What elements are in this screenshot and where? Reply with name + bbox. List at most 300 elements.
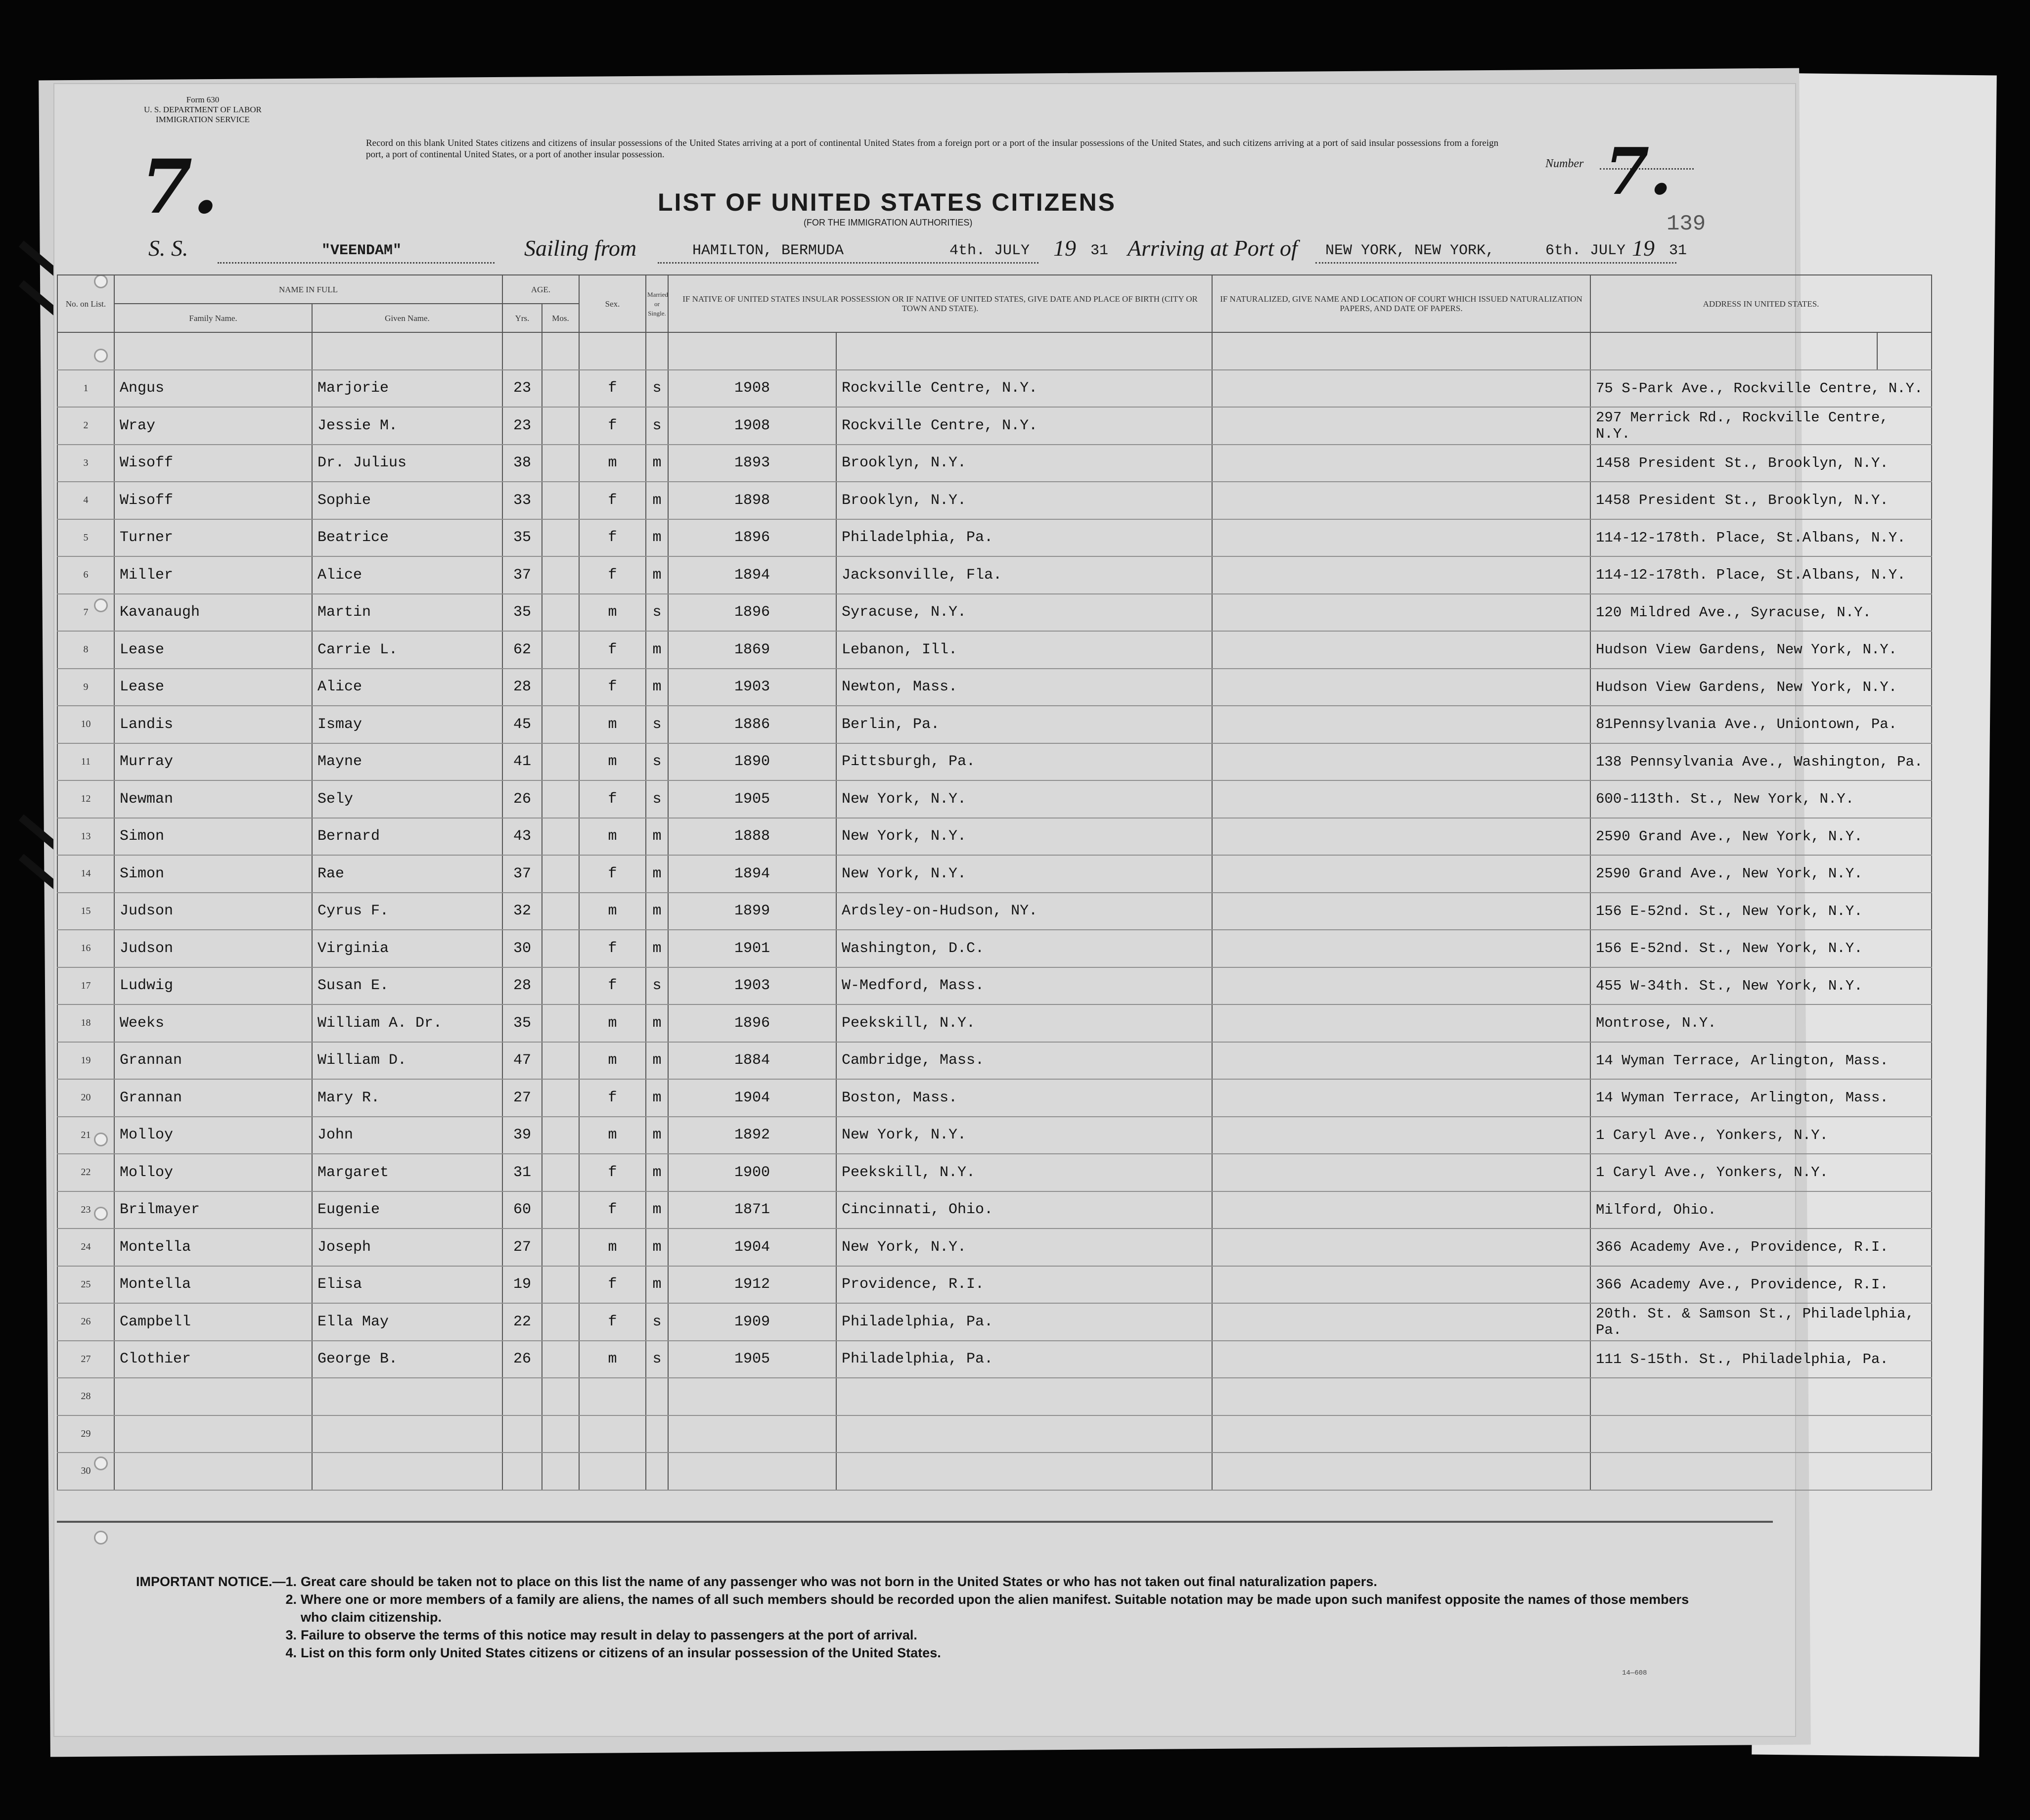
age-months-cell bbox=[542, 1453, 579, 1490]
birth-place-cell bbox=[836, 1378, 1212, 1415]
birth-place-cell: Cambridge, Mass. bbox=[836, 1042, 1212, 1080]
row-number: 5 bbox=[57, 519, 114, 557]
birth-place-cell: Newton, Mass. bbox=[836, 669, 1212, 706]
age-months-cell bbox=[542, 818, 579, 856]
service-name: IMMIGRATION SERVICE bbox=[156, 115, 250, 124]
family-name-cell: Molloy bbox=[114, 1154, 312, 1191]
address-cell: 297 Merrick Rd., Rockville Centre, N.Y. bbox=[1590, 407, 1932, 445]
family-name-cell: Turner bbox=[114, 519, 312, 557]
age-months-cell bbox=[542, 519, 579, 557]
notice-text: Failure to observe the terms of this notice may result in delay to passengers at the port of arrival. bbox=[301, 1628, 917, 1642]
age-months-cell bbox=[542, 893, 579, 930]
given-name-cell: Ella May bbox=[312, 1303, 502, 1341]
age-years-cell: 35 bbox=[502, 594, 542, 632]
sex-cell: m bbox=[579, 818, 646, 856]
birth-year-cell: 1888 bbox=[668, 818, 836, 856]
family-name-cell: Molloy bbox=[114, 1117, 312, 1154]
table-row bbox=[57, 669, 1932, 706]
address-cell bbox=[1590, 1453, 1932, 1490]
col-mos: Mos. bbox=[542, 304, 579, 332]
age-years-cell: 35 bbox=[502, 519, 542, 557]
birth-place-cell: Pittsburgh, Pa. bbox=[836, 743, 1212, 781]
address-cell bbox=[1590, 1378, 1932, 1415]
age-months-cell bbox=[542, 669, 579, 706]
row-number: 23 bbox=[57, 1191, 114, 1229]
age-months-cell bbox=[542, 631, 579, 669]
row-number: 21 bbox=[57, 1117, 114, 1154]
table-row bbox=[57, 1341, 1932, 1378]
row-number: 30 bbox=[57, 1453, 114, 1490]
age-years-cell: 62 bbox=[502, 631, 542, 669]
sex-cell bbox=[579, 1453, 646, 1490]
handwritten-mark: 7. bbox=[141, 143, 219, 230]
marital-status-cell bbox=[646, 1378, 668, 1415]
spacer-cell bbox=[312, 332, 502, 370]
row-number: 10 bbox=[57, 706, 114, 743]
ship-line bbox=[218, 262, 495, 264]
age-years-cell: 60 bbox=[502, 1191, 542, 1229]
sail-year: 31 bbox=[1090, 242, 1109, 259]
sex-cell: f bbox=[579, 1303, 646, 1341]
sex-cell bbox=[579, 1378, 646, 1415]
row-number: 19 bbox=[57, 1042, 114, 1080]
given-name-cell: Alice bbox=[312, 556, 502, 594]
marital-status-cell: m bbox=[646, 631, 668, 669]
spacer-cell bbox=[646, 332, 668, 370]
marital-status-cell: m bbox=[646, 519, 668, 557]
age-months-cell bbox=[542, 1303, 579, 1341]
given-name-cell: Cyrus F. bbox=[312, 893, 502, 930]
address-cell: Hudson View Gardens, New York, N.Y. bbox=[1590, 631, 1932, 669]
number-label: Number bbox=[1545, 157, 1584, 170]
naturalization-cell bbox=[1212, 519, 1590, 557]
naturalization-cell bbox=[1212, 1117, 1590, 1154]
naturalization-cell bbox=[1212, 1415, 1590, 1453]
age-months-cell bbox=[542, 930, 579, 967]
birth-year-cell: 1909 bbox=[668, 1303, 836, 1341]
birth-year-cell: 1896 bbox=[668, 594, 836, 632]
table-row bbox=[57, 1154, 1932, 1191]
spacer-cell bbox=[1877, 332, 1932, 370]
table-row bbox=[57, 594, 1932, 632]
birth-place-cell: Rockville Centre, N.Y. bbox=[836, 407, 1212, 445]
age-years-cell: 26 bbox=[502, 780, 542, 818]
address-cell: Hudson View Gardens, New York, N.Y. bbox=[1590, 669, 1932, 706]
age-years-cell: 38 bbox=[502, 445, 542, 482]
table-row bbox=[57, 893, 1932, 930]
naturalization-cell bbox=[1212, 1228, 1590, 1266]
marital-status-cell: s bbox=[646, 967, 668, 1005]
marital-status-cell: m bbox=[646, 818, 668, 856]
birth-year-cell: 1892 bbox=[668, 1117, 836, 1154]
row-number: 15 bbox=[57, 893, 114, 930]
birth-year-cell: 1894 bbox=[668, 855, 836, 893]
family-name-cell: Murray bbox=[114, 743, 312, 781]
sex-cell: m bbox=[579, 445, 646, 482]
ship-name: "VEENDAM" bbox=[321, 242, 402, 259]
spacer-cell bbox=[579, 332, 646, 370]
form-id bbox=[99, 95, 307, 125]
address-cell: 138 Pennsylvania Ave., Washington, Pa. bbox=[1590, 743, 1932, 781]
family-name-cell: Brilmayer bbox=[114, 1191, 312, 1229]
marital-status-cell: m bbox=[646, 1191, 668, 1229]
family-name-cell: Lease bbox=[114, 631, 312, 669]
age-months-cell bbox=[542, 1117, 579, 1154]
birth-place-cell: Peekskill, N.Y. bbox=[836, 1004, 1212, 1042]
age-months-cell bbox=[542, 780, 579, 818]
family-name-cell bbox=[114, 1453, 312, 1490]
age-years-cell: 23 bbox=[502, 370, 542, 408]
marital-status-cell: s bbox=[646, 594, 668, 632]
age-years-cell: 33 bbox=[502, 482, 542, 519]
row-number: 1 bbox=[57, 370, 114, 408]
birth-year-cell: 1904 bbox=[668, 1079, 836, 1117]
age-years-cell: 31 bbox=[502, 1154, 542, 1191]
address-cell: 14 Wyman Terrace, Arlington, Mass. bbox=[1590, 1042, 1932, 1080]
marital-status-cell: m bbox=[646, 445, 668, 482]
marital-status-cell: m bbox=[646, 930, 668, 967]
given-name-cell: Dr. Julius bbox=[312, 445, 502, 482]
age-months-cell bbox=[542, 407, 579, 445]
marital-status-cell: m bbox=[646, 893, 668, 930]
handwritten-number: 7. bbox=[1605, 134, 1672, 209]
spacer-cell bbox=[836, 332, 1212, 370]
age-years-cell: 27 bbox=[502, 1228, 542, 1266]
address-cell: 20th. St. & Samson St., Philadelphia, Pa. bbox=[1590, 1303, 1932, 1341]
sail-year-prefix: 19 bbox=[1053, 235, 1076, 261]
marital-status-cell: m bbox=[646, 1042, 668, 1080]
row-number: 25 bbox=[57, 1266, 114, 1304]
age-years-cell bbox=[502, 1415, 542, 1453]
row-number: 29 bbox=[57, 1415, 114, 1453]
sex-cell: f bbox=[579, 1266, 646, 1304]
birth-year-cell: 1908 bbox=[668, 407, 836, 445]
given-name-cell: John bbox=[312, 1117, 502, 1154]
passenger-table bbox=[57, 274, 1932, 1491]
given-name-cell: William A. Dr. bbox=[312, 1004, 502, 1042]
address-cell: 120 Mildred Ave., Syracuse, N.Y. bbox=[1590, 594, 1932, 632]
age-months-cell bbox=[542, 967, 579, 1005]
row-number: 13 bbox=[57, 818, 114, 856]
arriving-label: Arriving at Port of bbox=[1128, 235, 1298, 261]
birth-year-cell: 1884 bbox=[668, 1042, 836, 1080]
age-months-cell bbox=[542, 370, 579, 408]
sail-date: 4th. JULY bbox=[949, 242, 1030, 259]
marital-status-cell: s bbox=[646, 370, 668, 408]
birth-year-cell: 1886 bbox=[668, 706, 836, 743]
address-cell: 156 E-52nd. St., New York, N.Y. bbox=[1590, 930, 1932, 967]
notice-item-number bbox=[59, 1626, 301, 1644]
page-number: 139 bbox=[1667, 212, 1706, 236]
family-name-cell: Grannan bbox=[114, 1042, 312, 1080]
address-cell: 156 E-52nd. St., New York, N.Y. bbox=[1590, 893, 1932, 930]
given-name-cell: Beatrice bbox=[312, 519, 502, 557]
age-years-cell: 19 bbox=[502, 1266, 542, 1304]
table-row bbox=[57, 370, 1932, 408]
row-number: 6 bbox=[57, 556, 114, 594]
table-row bbox=[57, 1042, 1932, 1080]
naturalization-cell bbox=[1212, 1004, 1590, 1042]
col-married-single: Married or Single. bbox=[646, 275, 668, 332]
given-name-cell: Margaret bbox=[312, 1154, 502, 1191]
col-family-name: Family Name. bbox=[114, 304, 312, 332]
arriving-line bbox=[1315, 262, 1676, 264]
address-cell: 114-12-178th. Place, St.Albans, N.Y. bbox=[1590, 519, 1932, 557]
col-name-in-full: NAME IN FULL bbox=[114, 275, 502, 304]
sex-cell: m bbox=[579, 594, 646, 632]
marital-status-cell: m bbox=[646, 1079, 668, 1117]
age-years-cell: 41 bbox=[502, 743, 542, 781]
sex-cell: f bbox=[579, 780, 646, 818]
family-name-cell: Clothier bbox=[114, 1341, 312, 1378]
birth-place-cell: Philadelphia, Pa. bbox=[836, 1303, 1212, 1341]
sex-cell: m bbox=[579, 1228, 646, 1266]
table-row bbox=[57, 1378, 1932, 1415]
table-row bbox=[57, 1266, 1932, 1304]
address-cell bbox=[1590, 1415, 1932, 1453]
age-months-cell bbox=[542, 556, 579, 594]
birth-year-cell: 1893 bbox=[668, 445, 836, 482]
marital-status-cell: m bbox=[646, 1117, 668, 1154]
table-row bbox=[57, 1079, 1932, 1117]
age-years-cell: 35 bbox=[502, 1004, 542, 1042]
address-cell: 2590 Grand Ave., New York, N.Y. bbox=[1590, 855, 1932, 893]
birth-year-cell: 1890 bbox=[668, 743, 836, 781]
age-months-cell bbox=[542, 1341, 579, 1378]
sex-cell: f bbox=[579, 855, 646, 893]
address-cell: 1 Caryl Ave., Yonkers, N.Y. bbox=[1590, 1117, 1932, 1154]
age-months-cell bbox=[542, 706, 579, 743]
naturalization-cell bbox=[1212, 370, 1590, 408]
birth-place-cell: Washington, D.C. bbox=[836, 930, 1212, 967]
naturalization-cell bbox=[1212, 930, 1590, 967]
marital-status-cell bbox=[646, 1415, 668, 1453]
department-name: U. S. DEPARTMENT OF LABOR bbox=[144, 105, 262, 114]
age-months-cell bbox=[542, 1378, 579, 1415]
family-name-cell: Simon bbox=[114, 818, 312, 856]
table-row bbox=[57, 519, 1932, 557]
table-bottom-rule bbox=[57, 1521, 1773, 1523]
age-years-cell bbox=[502, 1453, 542, 1490]
arrival-date: 6th. JULY bbox=[1545, 242, 1626, 259]
address-cell: 1 Caryl Ave., Yonkers, N.Y. bbox=[1590, 1154, 1932, 1191]
naturalization-cell bbox=[1212, 1154, 1590, 1191]
table-row bbox=[57, 967, 1932, 1005]
table-row bbox=[57, 818, 1932, 856]
row-number: 26 bbox=[57, 1303, 114, 1341]
birth-place-cell: New York, N.Y. bbox=[836, 1117, 1212, 1154]
naturalization-cell bbox=[1212, 482, 1590, 519]
given-name-cell: Sely bbox=[312, 780, 502, 818]
birth-place-cell: Ardsley-on-Hudson, NY. bbox=[836, 893, 1212, 930]
marital-status-cell: s bbox=[646, 1341, 668, 1378]
notice-number: 4. bbox=[285, 1645, 297, 1660]
marital-status-cell: s bbox=[646, 780, 668, 818]
notice-item-number bbox=[59, 1644, 301, 1662]
family-name-cell: Montella bbox=[114, 1228, 312, 1266]
marital-status-cell: s bbox=[646, 407, 668, 445]
given-name-cell: Marjorie bbox=[312, 370, 502, 408]
marital-status-cell: m bbox=[646, 1004, 668, 1042]
naturalization-cell bbox=[1212, 1341, 1590, 1378]
sex-cell: f bbox=[579, 482, 646, 519]
birth-year-cell: 1899 bbox=[668, 893, 836, 930]
row-number: 28 bbox=[57, 1378, 114, 1415]
birth-place-cell: Philadelphia, Pa. bbox=[836, 1341, 1212, 1378]
sailing-line bbox=[658, 262, 1038, 264]
col-age: AGE. bbox=[502, 275, 579, 304]
birth-year-cell: 1912 bbox=[668, 1266, 836, 1304]
ss-label: S. S. bbox=[148, 235, 188, 261]
birth-year-cell: 1901 bbox=[668, 930, 836, 967]
birth-place-cell: Cincinnati, Ohio. bbox=[836, 1191, 1212, 1229]
age-years-cell: 23 bbox=[502, 407, 542, 445]
table-row bbox=[57, 1453, 1932, 1490]
given-name-cell: Ismay bbox=[312, 706, 502, 743]
table-row bbox=[57, 631, 1932, 669]
family-name-cell bbox=[114, 1378, 312, 1415]
row-number: 7 bbox=[57, 594, 114, 632]
given-name-cell: George B. bbox=[312, 1341, 502, 1378]
naturalization-cell bbox=[1212, 407, 1590, 445]
age-months-cell bbox=[542, 1004, 579, 1042]
arrival-year: 31 bbox=[1669, 242, 1687, 259]
notice-number: 1. bbox=[285, 1574, 297, 1589]
table-row bbox=[57, 407, 1932, 445]
naturalization-cell bbox=[1212, 631, 1590, 669]
given-name-cell: Mary R. bbox=[312, 1079, 502, 1117]
table-row bbox=[57, 1303, 1932, 1341]
notice-number: 3. bbox=[285, 1628, 297, 1642]
sex-cell: f bbox=[579, 370, 646, 408]
marital-status-cell: s bbox=[646, 743, 668, 781]
table-row bbox=[57, 1228, 1932, 1266]
naturalization-cell bbox=[1212, 967, 1590, 1005]
age-months-cell bbox=[542, 1154, 579, 1191]
row-number: 11 bbox=[57, 743, 114, 781]
age-years-cell: 32 bbox=[502, 893, 542, 930]
spacer-cell bbox=[542, 332, 579, 370]
row-number: 27 bbox=[57, 1341, 114, 1378]
sex-cell: f bbox=[579, 669, 646, 706]
family-name-cell: Campbell bbox=[114, 1303, 312, 1341]
row-number: 12 bbox=[57, 780, 114, 818]
naturalization-cell bbox=[1212, 1378, 1590, 1415]
birth-year-cell: 1904 bbox=[668, 1228, 836, 1266]
birth-year-cell: 1905 bbox=[668, 1341, 836, 1378]
marital-status-cell: s bbox=[646, 706, 668, 743]
birth-year-cell: 1896 bbox=[668, 1004, 836, 1042]
record-instructions: Record on this blank United States citizens and citizens of insular possessions of the United States arriving at a port of continental United States from a foreign port or a port of the insular possessions of the United States, and such citizens arriving at a port of said insular possessions from a foreign port, a port of continental United States, or a port of another insular possession. bbox=[366, 138, 1498, 160]
family-name-cell: Newman bbox=[114, 780, 312, 818]
birth-year-cell: 1905 bbox=[668, 780, 836, 818]
given-name-cell: Susan E. bbox=[312, 967, 502, 1005]
age-months-cell bbox=[542, 743, 579, 781]
row-number: 20 bbox=[57, 1079, 114, 1117]
from-port: HAMILTON, BERMUDA bbox=[692, 242, 844, 259]
age-months-cell bbox=[542, 1191, 579, 1229]
birth-year-cell: 1871 bbox=[668, 1191, 836, 1229]
age-years-cell: 37 bbox=[502, 556, 542, 594]
spacer-cell bbox=[57, 332, 114, 370]
age-years-cell: 37 bbox=[502, 855, 542, 893]
row-number: 4 bbox=[57, 482, 114, 519]
birth-year-cell: 1896 bbox=[668, 519, 836, 557]
notice-lead: IMPORTANT NOTICE.— bbox=[135, 1574, 286, 1589]
notice-text: Where one or more members of a family are aliens, the names of all such members should be recorded upon the alien manifest. Suitable notation may be made upon such manifest opposite the names of those members who claim citizenship. bbox=[301, 1592, 1689, 1625]
row-number: 16 bbox=[57, 930, 114, 967]
age-months-cell bbox=[542, 594, 579, 632]
age-months-cell bbox=[542, 1042, 579, 1080]
birth-place-cell: Providence, R.I. bbox=[836, 1266, 1212, 1304]
birth-year-cell: 1900 bbox=[668, 1154, 836, 1191]
given-name-cell: Alice bbox=[312, 669, 502, 706]
birth-place-cell: Brooklyn, N.Y. bbox=[836, 445, 1212, 482]
age-months-cell bbox=[542, 1415, 579, 1453]
family-name-cell: Kavanaugh bbox=[114, 594, 312, 632]
age-years-cell: 45 bbox=[502, 706, 542, 743]
age-years-cell: 22 bbox=[502, 1303, 542, 1341]
family-name-cell: Wisoff bbox=[114, 445, 312, 482]
address-cell: 81Pennsylvania Ave., Uniontown, Pa. bbox=[1590, 706, 1932, 743]
notice-item bbox=[59, 1573, 1716, 1591]
spacer-cell bbox=[502, 332, 542, 370]
given-name-cell: Sophie bbox=[312, 482, 502, 519]
given-name-cell: Mayne bbox=[312, 743, 502, 781]
naturalization-cell bbox=[1212, 1453, 1590, 1490]
family-name-cell: Angus bbox=[114, 370, 312, 408]
birth-place-cell: New York, N.Y. bbox=[836, 780, 1212, 818]
address-cell: 1458 President St., Brooklyn, N.Y. bbox=[1590, 482, 1932, 519]
given-name-cell: Carrie L. bbox=[312, 631, 502, 669]
birth-year-cell: 1903 bbox=[668, 669, 836, 706]
given-name-cell: Jessie M. bbox=[312, 407, 502, 445]
family-name-cell bbox=[114, 1415, 312, 1453]
table-row bbox=[57, 556, 1932, 594]
birth-year-cell bbox=[668, 1378, 836, 1415]
given-name-cell: Joseph bbox=[312, 1228, 502, 1266]
family-name-cell: Wisoff bbox=[114, 482, 312, 519]
birth-place-cell: W-Medford, Mass. bbox=[836, 967, 1212, 1005]
family-name-cell: Landis bbox=[114, 706, 312, 743]
given-name-cell: Rae bbox=[312, 855, 502, 893]
row-number: 3 bbox=[57, 445, 114, 482]
spacer-cell bbox=[668, 332, 836, 370]
sex-cell: f bbox=[579, 930, 646, 967]
naturalization-cell bbox=[1212, 1191, 1590, 1229]
table-row bbox=[57, 706, 1932, 743]
birth-year-cell bbox=[668, 1453, 836, 1490]
family-name-cell: Ludwig bbox=[114, 967, 312, 1005]
family-name-cell: Weeks bbox=[114, 1004, 312, 1042]
address-cell: 114-12-178th. Place, St.Albans, N.Y. bbox=[1590, 556, 1932, 594]
age-years-cell: 26 bbox=[502, 1341, 542, 1378]
row-number: 22 bbox=[57, 1154, 114, 1191]
table-row bbox=[57, 445, 1932, 482]
col-sex: Sex. bbox=[579, 275, 646, 332]
col-yrs: Yrs. bbox=[502, 304, 542, 332]
address-cell: 2590 Grand Ave., New York, N.Y. bbox=[1590, 818, 1932, 856]
birth-year-cell: 1898 bbox=[668, 482, 836, 519]
notice-item-number bbox=[59, 1591, 301, 1626]
family-name-cell: Grannan bbox=[114, 1079, 312, 1117]
sex-cell: f bbox=[579, 1154, 646, 1191]
form-number: Form 630 bbox=[186, 95, 220, 104]
col-no: No. on List. bbox=[57, 275, 114, 332]
sex-cell: f bbox=[579, 1079, 646, 1117]
age-years-cell: 47 bbox=[502, 1042, 542, 1080]
birth-place-cell: New York, N.Y. bbox=[836, 1228, 1212, 1266]
